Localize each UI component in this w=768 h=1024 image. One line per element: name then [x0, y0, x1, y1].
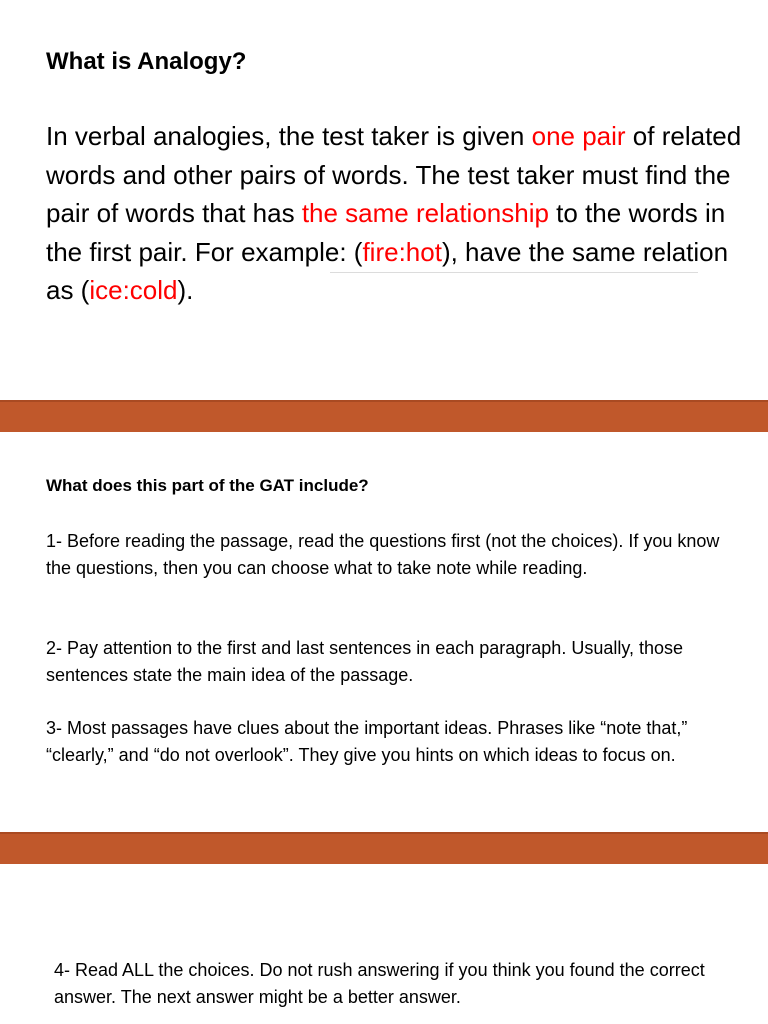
tip-paragraph: 3- Most passages have clues about the important ideas. Phrases like “note that,” “clearly,” and “do not overlook”. They give you hints on which ideas to focus on. [46, 718, 688, 765]
tip-paragraph: 2- Pay attention to the first and last sentences in each paragraph. Usually, those sentences state the main idea of the passage. [46, 638, 684, 685]
slide-gat-reading-tips-continued [0, 864, 768, 1024]
tip-paragraph: 4- Read ALL the choices. Do not rush answering if you think you found the correct answer. The next answer might be a better answer. [54, 960, 705, 1007]
slide-analogy [0, 0, 768, 400]
highlight-example-fire-hot: fire:hot [362, 236, 442, 267]
highlight-same-relationship: the same relationship [301, 198, 549, 228]
tip-paragraph: 1- Before reading the passage, read the questions first (not the choices). If you know the questions, then you can choose what to take note while reading. [46, 531, 720, 578]
paragraph-text: to the words in the first pair. For example: ( [46, 198, 726, 267]
slide-separator-bar [0, 400, 768, 432]
highlight-example-ice-cold: ice:cold [89, 275, 178, 305]
paragraph-text: In verbal analogies, the test taker is given [46, 121, 532, 151]
paragraph-text: of related words and other pairs of words. The test taker must find the pair of words that has [46, 121, 742, 228]
divider-line [330, 272, 698, 273]
slide-title: What is Analogy? [46, 48, 247, 75]
paragraph-text: ). [177, 275, 194, 305]
analogy-paragraph [46, 117, 746, 310]
slide-gat-reading-tips [0, 432, 768, 832]
slide-separator-bar [0, 832, 768, 864]
highlight-one-pair: one pair [531, 121, 626, 151]
paragraph-text: ), have the same relation as ( [46, 236, 729, 305]
slide-title: What does this part of the GAT include? [46, 476, 369, 495]
